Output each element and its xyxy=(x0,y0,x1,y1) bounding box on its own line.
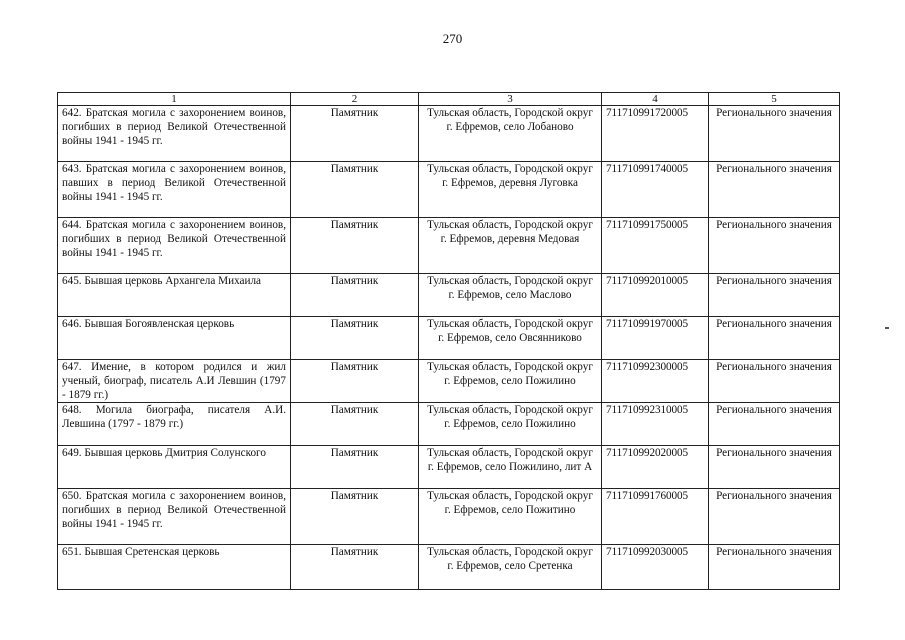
address-cell: Тульская область, Городской округ г. Ефремов, деревня Луговка xyxy=(419,162,602,218)
object-name: Бывшая Сретенская церковь xyxy=(84,546,220,558)
row-number: 650. xyxy=(62,490,82,502)
row-number: 647. xyxy=(62,361,82,373)
object-name-cell xyxy=(58,545,291,590)
address-cell: Тульская область, Городской округ г. Ефремов, село Пожитино xyxy=(419,489,602,545)
category-cell: Регионального значения xyxy=(709,274,840,317)
table-row xyxy=(58,403,840,446)
table-row xyxy=(58,446,840,489)
table-row xyxy=(58,360,840,403)
row-number: 642. xyxy=(62,107,82,119)
object-name-cell xyxy=(58,317,291,360)
object-name: Бывшая церковь Архангела Михаила xyxy=(84,275,262,287)
heritage-registry-table xyxy=(57,92,840,590)
column-header: 2 xyxy=(291,93,419,106)
registry-code-cell: 711710992020005 xyxy=(602,446,709,489)
scan-artifact xyxy=(885,327,889,329)
object-type-cell: Памятник xyxy=(291,446,419,489)
object-name: Братская могила с захоронением воинов, погибших в период Великой Отечественной войны 1941 - 1945 гг. xyxy=(62,107,287,147)
column-header: 1 xyxy=(58,93,291,106)
registry-code-cell: 711710992300005 xyxy=(602,360,709,403)
row-number: 643. xyxy=(62,163,82,175)
column-header: 3 xyxy=(419,93,602,106)
column-header: 5 xyxy=(709,93,840,106)
header-row xyxy=(58,93,840,106)
table-row xyxy=(58,545,840,590)
object-name: Братская могила с захоронением воинов, павших в период Великой Отечественной войны 1941 - 1945 гг. xyxy=(62,163,287,203)
row-number: 645. xyxy=(62,275,82,287)
category-cell: Регионального значения xyxy=(709,446,840,489)
object-type-cell: Памятник xyxy=(291,218,419,274)
row-number: 644. xyxy=(62,219,82,231)
object-type-cell: Памятник xyxy=(291,274,419,317)
address-cell: Тульская область, Городской округ г. Ефремов, село Лобаново xyxy=(419,106,602,162)
registry-code-cell: 711710992030005 xyxy=(602,545,709,590)
category-cell: Регионального значения xyxy=(709,360,840,403)
address-cell: Тульская область, Городской округ г. Ефремов, деревня Медовая xyxy=(419,218,602,274)
category-cell: Регионального значения xyxy=(709,317,840,360)
registry-code-cell: 711710991970005 xyxy=(602,317,709,360)
object-type-cell: Памятник xyxy=(291,162,419,218)
object-name: Бывшая церковь Дмитрия Солунского xyxy=(84,447,266,459)
address-cell: Тульская область, Городской округ г. Ефремов, село Пожилино xyxy=(419,403,602,446)
row-number: 649. xyxy=(62,447,82,459)
object-name-cell xyxy=(58,106,291,162)
row-number: 646. xyxy=(62,318,82,330)
object-name: Бывшая Богоявленская церковь xyxy=(84,318,235,330)
registry-code-cell: 711710991740005 xyxy=(602,162,709,218)
object-name-cell xyxy=(58,274,291,317)
column-header: 4 xyxy=(602,93,709,106)
object-type-cell: Памятник xyxy=(291,403,419,446)
row-number: 651. xyxy=(62,546,82,558)
address-cell: Тульская область, Городской округ г. Ефремов, село Сретенка xyxy=(419,545,602,590)
category-cell: Регионального значения xyxy=(709,489,840,545)
registry-code-cell: 711710991720005 xyxy=(602,106,709,162)
object-name-cell xyxy=(58,489,291,545)
object-type-cell: Памятник xyxy=(291,317,419,360)
address-cell: Тульская область, Городской округ г. Ефремов, село Пожилино, лит А xyxy=(419,446,602,489)
table-row xyxy=(58,274,840,317)
page-number: 270 xyxy=(442,31,463,46)
object-name: Братская могила с захоронением воинов, погибших в период Великой Отечественной войны 1941 - 1945 гг. xyxy=(62,219,287,259)
registry-code-cell: 711710991750005 xyxy=(602,218,709,274)
registry-code-cell: 711710991760005 xyxy=(602,489,709,545)
registry-code-cell: 711710992010005 xyxy=(602,274,709,317)
object-name-cell xyxy=(58,218,291,274)
object-name: Братская могила с захоронением воинов, погибших в период Великой Отечественной войны 1941 - 1945 гг. xyxy=(62,490,287,530)
object-name-cell xyxy=(58,403,291,446)
object-name: Могила биографа, писателя А.И. Левшина (1797 - 1879 гг.) xyxy=(62,404,287,430)
category-cell: Регионального значения xyxy=(709,106,840,162)
table-row xyxy=(58,162,840,218)
row-number: 648. xyxy=(62,404,82,416)
registry-code-cell: 711710992310005 xyxy=(602,403,709,446)
object-name-cell xyxy=(58,446,291,489)
address-cell: Тульская область, Городской округ г. Ефремов, село Овсянниково xyxy=(419,317,602,360)
category-cell: Регионального значения xyxy=(709,403,840,446)
category-cell: Регионального значения xyxy=(709,218,840,274)
object-type-cell: Памятник xyxy=(291,360,419,403)
table-row xyxy=(58,489,840,545)
table-row xyxy=(58,106,840,162)
object-type-cell: Памятник xyxy=(291,545,419,590)
address-cell: Тульская область, Городской округ г. Ефремов, село Маслово xyxy=(419,274,602,317)
category-cell: Регионального значения xyxy=(709,162,840,218)
table-row xyxy=(58,317,840,360)
object-name-cell xyxy=(58,162,291,218)
category-cell: Регионального значения xyxy=(709,545,840,590)
address-cell: Тульская область, Городской округ г. Ефремов, село Пожилино xyxy=(419,360,602,403)
object-name: Имение, в котором родился и жил ученый, биограф, писатель А.И Левшин (1797 - 1879 гг.) xyxy=(62,361,287,401)
object-type-cell: Памятник xyxy=(291,106,419,162)
object-type-cell: Памятник xyxy=(291,489,419,545)
object-name-cell xyxy=(58,360,291,403)
table-row xyxy=(58,218,840,274)
